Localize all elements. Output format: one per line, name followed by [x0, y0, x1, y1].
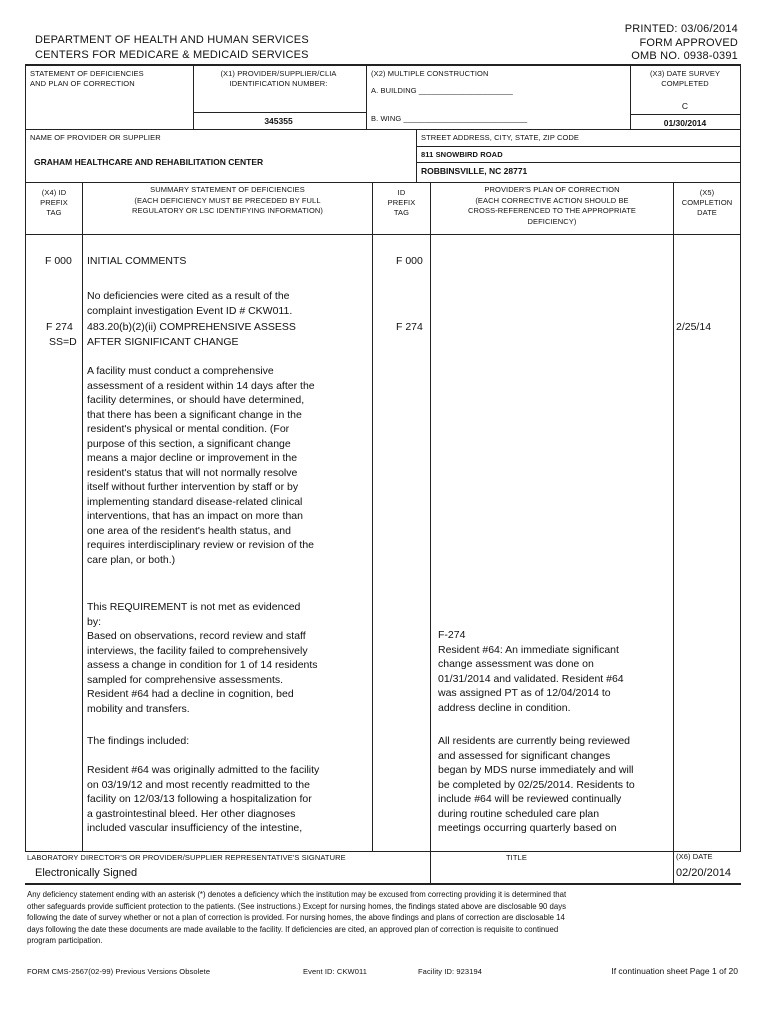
rule-address-label	[416, 146, 740, 147]
divider-id-col	[430, 182, 431, 851]
x1-value: 345355	[264, 116, 293, 126]
scope-severity: SS=D	[49, 336, 77, 348]
agency-name: CENTERS FOR MEDICARE & MEDICAID SERVICES	[35, 49, 309, 61]
completion-date: 2/25/14	[676, 321, 712, 333]
provider-name: GRAHAM HEALTHCARE AND REHABILITATION CENTER	[34, 157, 264, 167]
x2-building: A. BUILDING ______________________	[371, 86, 513, 95]
rule-below-provider	[25, 182, 741, 183]
signature-date: 02/20/2014	[676, 867, 732, 879]
x5-header: (X5) COMPLETION DATE	[681, 188, 733, 217]
plan-header: PROVIDER'S PLAN OF CORRECTION (EACH CORRECTIVE ACTION SHOULD BE CROSS-REFERENCED TO THE APPROPRIATE DEFICIENCY)	[468, 185, 636, 226]
x4-header: (X4) ID PREFIX TAG	[40, 188, 68, 217]
rule-below-signature	[25, 883, 741, 885]
x3-label: (X3) DATE SURVEY COMPLETED	[649, 69, 721, 88]
divider-x3	[630, 64, 631, 129]
divider-signature	[430, 851, 431, 883]
provider-label: NAME OF PROVIDER OR SUPPLIER	[30, 133, 161, 142]
divider-x1	[193, 64, 194, 129]
address-label: STREET ADDRESS, CITY, STATE, ZIP CODE	[421, 133, 580, 142]
regulation-text: A facility must conduct a comprehensive assessment of a resident within 14 days after the facility determines, or should have determined, that there has been a significant change in the resident's physical or mental condition. (For purpose of this section, a significant change means a major decline or improvement in the resident's status that will not normally resolve itself without further intervention by staff or by implementing standard disease-related clinical interventions, that has an impact on more than one area of the resident's health status, and requires interdisciplinary review or revision of the care plan, or both.)	[87, 365, 315, 566]
plan-text-all-residents: All residents are currently being reviewed and assessed for significant changes began by MDS nurse immediately and will be completed by 02/25/2014. Residents to include #64 will be reviewed continually during routine scheduled care plan meetings occurring quarterly based on	[438, 735, 635, 834]
x1-label: (X1) PROVIDER/SUPPLIER/CLIA IDENTIFICATION NUMBER:	[220, 69, 337, 88]
form-approved: FORM APPROVED	[639, 37, 738, 49]
signature-label: LABORATORY DIRECTOR'S OR PROVIDER/SUPPLIER REPRESENTATIVE'S SIGNATURE	[27, 853, 346, 862]
findings-text: Resident #64 was originally admitted to the facility on 03/19/12 and most recently readmitted to the facility on 12/03/13 following a hospitalization for a gastrointestinal bleed. Her other diagnoses included vascular insufficiency of the intestine,	[87, 764, 320, 834]
left-border	[25, 64, 26, 851]
id-f274: F 274	[396, 321, 423, 333]
initial-comments-text: No deficiencies were cited as a result of the complaint investigation Event ID # CKW011.	[87, 290, 293, 317]
department-name: DEPARTMENT OF HEALTH AND HUMAN SERVICES	[35, 34, 309, 46]
disclaimer-text: Any deficiency statement ending with an asterisk (*) denotes a deficiency which the institution may be excused from correcting providing it is determined that other safeguards provide sufficient protection to the patients. (See instructions.) Except for nursing homes, the findings stated above are disclosable 90 days following the date of survey whether or not a plan of correction is provided. For nursing homes, the above findings and plans of correction are disclosable 14 days following the date these documents are made available to the facility. If deficiencies are cited, an approved plan of correction is requisite to continued program participation.	[27, 890, 567, 946]
x2-wing: B. WING _____________________________	[371, 114, 528, 123]
summary-header: SUMMARY STATEMENT OF DEFICIENCIES (EACH DEFICIENCY MUST BE PRECEDED BY FULL REGULATORY OR LSC IDENTIFYING INFORMATION)	[131, 185, 324, 215]
facility-id: Facility ID: 923194	[418, 967, 483, 976]
divider-tag-col	[82, 182, 83, 851]
x3-code: C	[681, 101, 689, 111]
rule-address-lines	[416, 162, 740, 163]
divider-summary-col	[372, 182, 373, 851]
tag-f274: F 274	[46, 321, 73, 333]
date-label: (X6) DATE	[676, 852, 713, 861]
form-id: FORM CMS-2567(02-99) Previous Versions Obsolete	[27, 967, 211, 976]
printed-date: PRINTED: 03/06/2014	[624, 23, 738, 35]
page-indicator: If continuation sheet Page 1 of 20	[611, 966, 738, 976]
findings-label: The findings included:	[87, 735, 190, 747]
divider-x2	[366, 64, 367, 129]
id-header: ID PREFIX TAG	[387, 188, 416, 217]
divider-title	[673, 851, 674, 883]
requirement-text: This REQUIREMENT is not met as evidenced by: Based on observations, record review and staff interviews, the facility failed to comprehensively assess a change in condition for 1 of 14 residents sampled for comprehensive assessments. Resident #64 had a decline in cognition, bed mobility and transfers.	[87, 601, 318, 715]
title-label: TITLE	[506, 853, 527, 862]
address-line2: ROBBINSVILLE, NC 28771	[421, 166, 528, 176]
rule-below-ids	[25, 129, 741, 130]
divider-plan-col	[673, 182, 674, 851]
rule-x3-date	[630, 114, 740, 115]
rule-below-col-headers	[25, 234, 741, 235]
plan-text-resident: F-274 Resident #64: An immediate significant change assessment was done on 01/31/2014 and validated. Resident #64 was assigned PT as of 12/04/2014 to address decline in condition.	[438, 629, 624, 714]
f274-title: 483.20(b)(2)(ii) COMPREHENSIVE ASSESS AFTER SIGNIFICANT CHANGE	[87, 321, 296, 348]
omb-number: OMB NO. 0938-0391	[631, 50, 738, 62]
signature-value: Electronically Signed	[35, 867, 138, 879]
top-rule	[25, 64, 741, 66]
initial-comments-title: INITIAL COMMENTS	[87, 255, 187, 267]
x3-date: 01/30/2014	[663, 118, 707, 128]
rule-above-signature	[25, 851, 741, 852]
x2-label: (X2) MULTIPLE CONSTRUCTION	[371, 69, 489, 78]
divider-address	[416, 129, 417, 182]
address-line1: 811 SNOWBIRD ROAD	[421, 150, 503, 159]
rule-x1-value	[193, 112, 366, 113]
event-id: Event ID: CKW011	[303, 967, 367, 976]
statement-label: STATEMENT OF DEFICIENCIES AND PLAN OF CORRECTION	[30, 69, 144, 88]
tag-f000: F 000	[45, 255, 72, 267]
id-f000: F 000	[396, 255, 423, 267]
right-border	[740, 64, 741, 851]
